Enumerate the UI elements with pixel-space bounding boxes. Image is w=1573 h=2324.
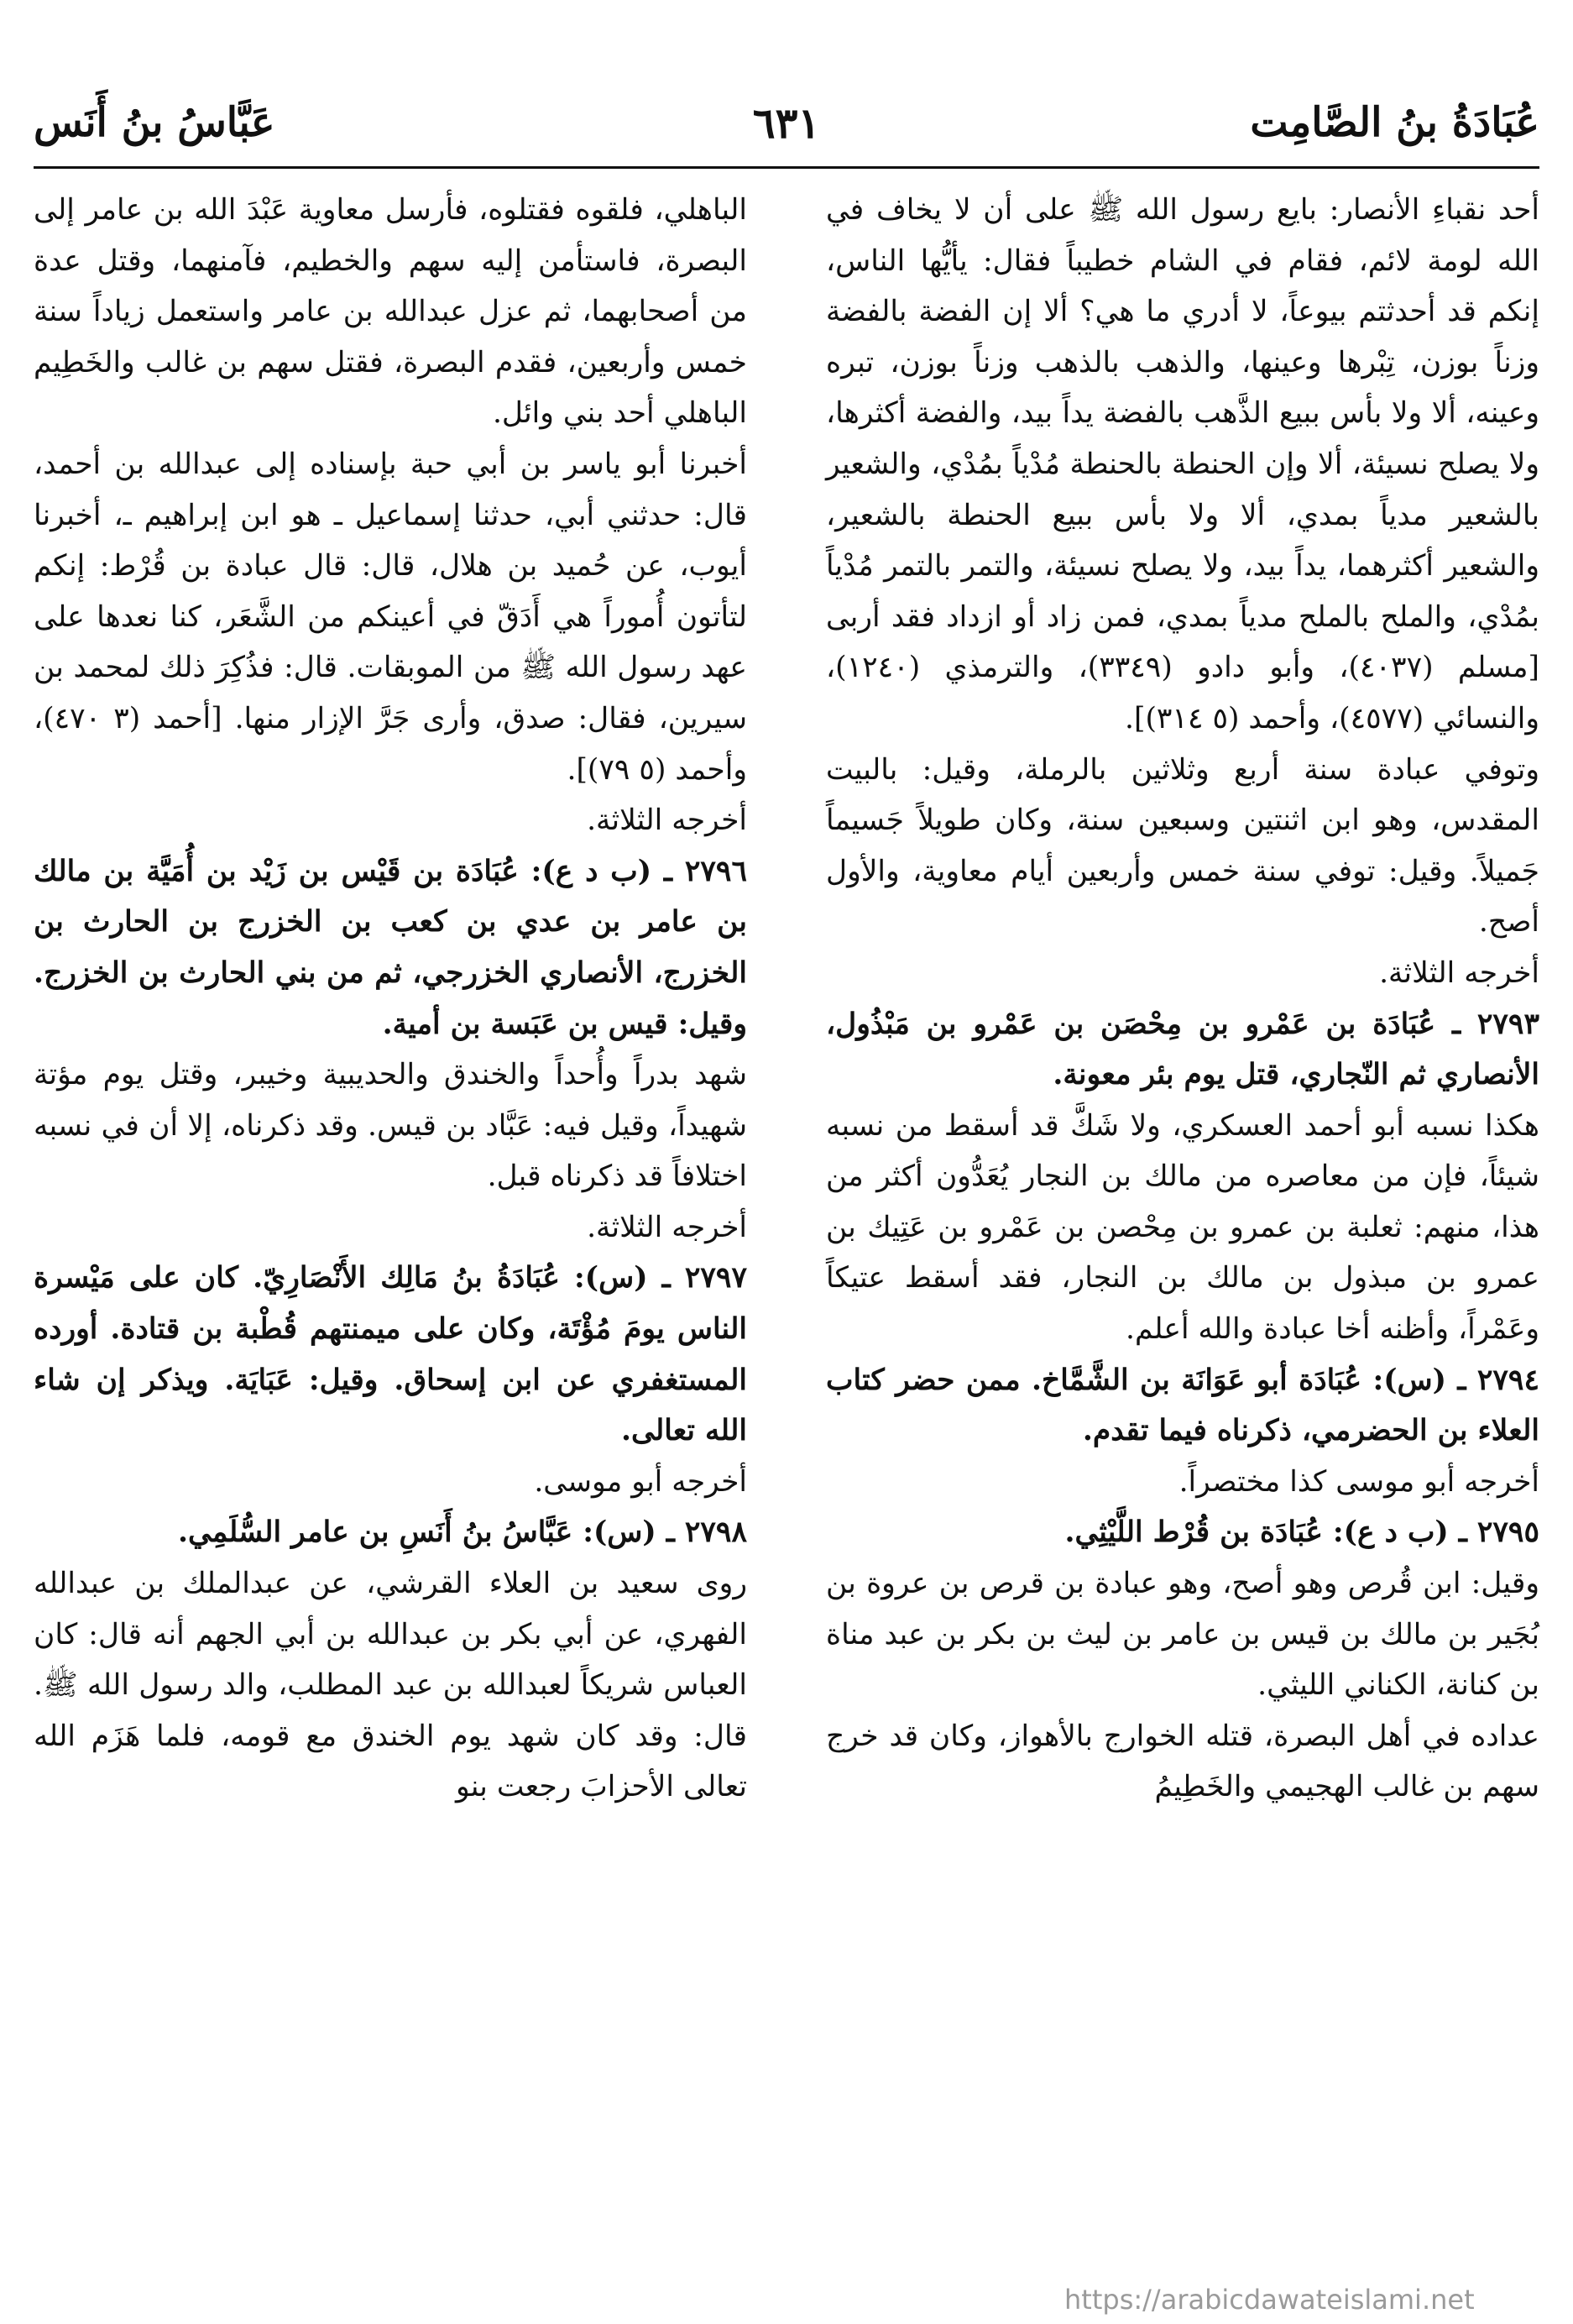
paragraph: أخرجه الثلاثة.: [587, 803, 747, 838]
paragraph: أخرجه أبو موسى كذا مختصراً.: [1178, 1464, 1539, 1499]
paragraph: أخرجه أبو موسى.: [534, 1464, 747, 1499]
page-header: [34, 91, 1539, 154]
running-title-right: عُبَادَةُ بنُ الصَّامِت: [1250, 99, 1539, 146]
paragraph: وتوفي عبادة سنة أربع وثلاثين بالرملة، وقيل: بالبيت المقدس، وهو ابن اثنتين وسبعين سنة، وكان طويلاً جَسيماً جَميلاً. وقيل: توفي سنة خمس وأربعين أيام معاوية، والأول أصح.: [826, 752, 1539, 940]
entry-2794: ٢٧٩٤ ـ (س): عُبَادَة أبو عَوَانَة بن الشَّمَّاخ. ممن حضر كتاب العلاء بن الحضرمي، ذكرناه فيما تقدم.: [826, 1363, 1539, 1448]
paragraph: وقيل: ابن قُرص وهو أصح، وهو عبادة بن قرص بن عروة بن بُجَير بن مالك بن قيس بن عامر بن ليث بن بكر بن عبد مناة بن كنانة، الكناني الليثي.: [826, 1567, 1539, 1703]
watermark-url: https://arabicdawateislami.net: [1064, 2284, 1475, 2316]
paragraph: أخبرنا أبو ياسر بن أبي حبة بإسناده إلى عبدالله بن أحمد، قال: حدثني أبي، حدثنا إسماعيل ـ هو ابن إبراهيم ـ، أخبرنا أيوب، عن حُميد بن هلال، قال: قال عبادة بن قُرْط: إنكم لتأتون أُموراً هي أَدَقّ في أعينكم من الشَّعَر، كنا نعدها على عهد رسول الله ﷺ من الموبقات. قال: فذُكِرَ ذلك لمحمد بن سيرين، فقال: صدق، وأرى جَرَّ الإزار منها. [أحمد (٣ ٤٧٠)، وأحمد (٥ ٧٩)].: [34, 447, 747, 787]
paragraph: روى سعيد بن العلاء القرشي، عن عبدالملك بن عبدالله الفهري، عن أبي بكر بن عبدالله بن أبي الجهم أنه قال: كان العباس شريكاً لعبدالله بن عبد المطلب، والد رسول الله ﷺ. قال: وقد كان شهد يوم الخندق مع قومه، فلما هَزَم الله تعالى الأحزابَ رجعت بنو: [34, 1567, 747, 1804]
entry-2793: ٢٧٩٣ ـ عُبَادَة بن عَمْرو بن مِحْصَن بن عَمْرو بن مَبْذُول، الأنصاري ثم النّجاري، قتل يوم بئر معونة.: [826, 1007, 1539, 1092]
paragraph: عداده في أهل البصرة، قتله الخوارج بالأهواز، وكان قد خرج سهم بن غالب الهجيمي والخَطِيمُ: [826, 1719, 1539, 1804]
paragraph: أخرجه الثلاثة.: [587, 1210, 747, 1244]
entry-2798: ٢٧٩٨ ـ (س): عَبَّاسُ بنُ أَنَسِ بن عامر السُّلَمِي.: [178, 1515, 747, 1550]
paragraph: أحد نقباءِ الأنصار: بايع رسول الله ﷺ على أن لا يخاف في الله لومة لائم، فقام في الشام خطيباً فقال: يأيُّها الناس، إنكم قد أحدثتم بيوعاً، لا أدري ما هي؟ ألا إن الفضة بالفضة وزناً بوزن، تِبْرها وعينها، والذهب بالذهب وزناً بوزن، تبره وعينه، ألا ولا بأس ببيع الذَّهب بالفضة يداً بيد، والفضة أكثرها، ولا يصلح نسيئة، ألا وإن الحنطة بالحنطة مُدْياً بمُدْي، والشعير بالشعير مدياً بمدي، ألا ولا بأس ببيع الحنطة بالشعير، والشعير أكثرهما، يداً بيد، ولا يصلح نسيئة، والتمر بالتمر مُدْياً بمُدْي، والملح بالملح مدياً بمدي، فمن زاد أو ازداد فقد أربى [مسلم (٤٠٣٧)، وأبو دادو (٣٣٤٩)، والترمذي (١٢٤٠)، والنسائي (٤٥٧٧)، وأحمد (٥ ٣١٤)].: [826, 193, 1539, 735]
entry-2795: ٢٧٩٥ ـ (ب د ع): عُبَادَة بن قُرْط اللَّيْثِي.: [1064, 1515, 1539, 1550]
entry-2796: ٢٧٩٦ ـ (ب د ع): عُبَادَة بن قَيْس بن زَيْد بن أُمَيَّة بن مالك بن عامر بن عدي بن كعب بن الخزرج بن الحارث بن الخزرج، الأنصاري الخزرجي، ثم من بني الحارث بن الخزرج. وقيل: قيس بن عَبَسة بن أمية.: [34, 854, 747, 1041]
book-page: [34, 0, 1539, 2324]
right-column: [826, 185, 1539, 1813]
entry-2797: ٢٧٩٧ ـ (س): عُبَادَةُ بنُ مَالِك الأَنْصَارِيّ. كان على مَيْسرة الناس يومَ مُؤْتَة، وكان على ميمنتهم قُطْبة بن قتادة. أورده المستغفري عن ابن إسحاق. وقيل: عَبَايَة. ويذكر إن شاء الله تعالى.: [34, 1261, 747, 1448]
page-number: ٦٣١: [752, 97, 821, 148]
left-column: [34, 185, 747, 1813]
header-rule: [34, 166, 1539, 169]
paragraph: هكذا نسبه أبو أحمد العسكري، ولا شَكَّ قد أسقط من نسبه شيئاً، فإن من معاصره من مالك بن النجار يُعَدُّون أكثر من هذا، منهم: ثعلبة بن عمرو بن مِحْصن بن عَمْرو بن عَتِيك بن عمرو بن مبذول بن مالك بن النجار، فقد أسقط عتيكاً وعَمْراً، وأظنه أخا عبادة والله أعلم.: [826, 1108, 1539, 1347]
paragraph: أخرجه الثلاثة.: [1379, 955, 1539, 990]
paragraph: شهد بدراً وأُحداً والخندق والحديبية وخيبر، وقتل يوم مؤتة شهيداً، وقيل فيه: عَبَّاد بن قيس. وقد ذكرناه، إلا أن في نسبه اختلافاً قد ذكرناه قبل.: [34, 1058, 747, 1194]
running-title-left: عَبَّاسُ بنُ أَنَس: [34, 99, 275, 146]
paragraph: الباهلي، فلقوه فقتلوه، فأرسل معاوية عَبْدَ الله بن عامر إلى البصرة، فاستأمن إليه سهم والخطيم، فآمنهما، وقتل عدة من أصحابهما، ثم عزل عبدالله بن عامر واستعمل زياداً سنة خمس وأربعين، فقدم البصرة، فقتل سهم بن غالب والخَطِيم الباهلي أحد بني وائل.: [34, 193, 747, 431]
